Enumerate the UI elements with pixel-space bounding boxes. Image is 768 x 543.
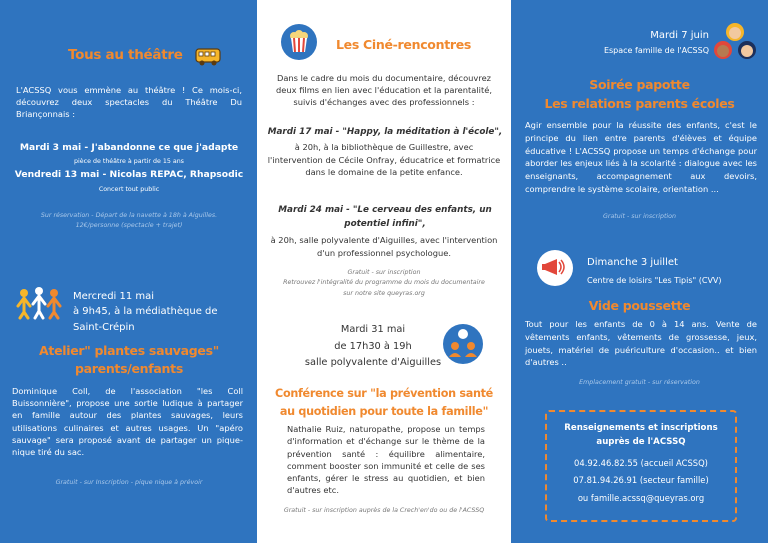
discussion-icon [443,324,483,364]
papotte-title-line2: Les relations parents écoles [544,96,735,111]
cine-film1-body: à 20h, à la bibliothèque de Guillestre, avec l'intervention de Cécile Onfray, éducatrice et formatrice dans le domaine de la petite enfance. [267,142,501,177]
cine-note-line1: Gratuit - sur inscription [347,269,421,276]
cine-note-line2: Retrouvez l'intégralité du programme du mois du documentaire [283,279,485,286]
contact-phone1[interactable]: 04.92.46.82.55 (accueil ACSSQ) [574,458,708,468]
middle-panel [257,0,511,543]
cine-film2-title-line1: Mardi 24 mai - "Le cerveau des enfants, un [278,205,492,215]
theatre-note-line1: Sur réservation - Départ de la navette à 18h à Aiguilles. [40,212,218,219]
atelier-date-line3: Saint-Crépin [73,322,135,333]
theatre-event2-title: Vendredi 13 mai - Nicolas REPAC, Rhapsodic [14,169,244,180]
cine-film1-title: Mardi 17 mai - "Happy, la méditation à l'école", [267,127,503,137]
theatre-event2-sub: Concert tout public [98,186,160,193]
cine-film2-body: à 20h, salle polyvalente d'Aiguilles, avec l'intervention d'un professionnel psychologue. [270,235,498,258]
vide-title: Vide poussette [588,298,691,313]
papotte-body: Agir ensemble pour la réussite des enfants, c'est le principe du lien entre parents d'élèves et équipe éducative ! L'ACSSQ propose un temps d'échange pour aborder les enjeux liés à la scolarité : dialogue avec les enseignants, accompagnement aux devoirs, comprendre le système scolaire, orientation ... [525,120,757,194]
children-faces-icon [713,20,757,64]
popcorn-icon [281,24,317,60]
conference-date-line1: Mardi 31 mai [340,324,406,335]
people-group-icon [16,286,62,320]
conference-note: Gratuit - sur inscription auprès de la Crech'en'do ou de l'ACSSQ [283,507,485,514]
contact-title-line2: auprès de l'ACSSQ [596,437,686,447]
right-panel [511,0,768,543]
conference-title-line2: au quotidien pour toute la famille" [279,405,489,418]
conference-date-line2: de 17h30 à 19h [334,341,412,352]
papotte-date-line2: Espace famille de l'ACSSQ [603,46,709,55]
contact-title-line1: Renseignements et inscriptions [564,423,718,433]
contact-email[interactable]: ou famille.acssq@queyras.org [577,493,705,503]
school-bus-icon [194,44,222,68]
papotte-note: Gratuit - sur inscription [602,213,677,220]
atelier-note: Gratuit - sur Inscription - pique nique à prévoir [55,479,203,486]
atelier-body: Dominique Coll, de l'association "les Coll Buissonnière", propose une sortie ludique à partager en famille autour des plantes sauvages, leurs utilisations culinaires et autres usages. Un "apéro sauvage" sera proposé avant de partager un pique-nique tiré du sac. [12,386,243,458]
contact-phone2[interactable]: 07.81.94.26.91 (secteur famille) [573,475,709,485]
left-panel [0,0,257,543]
vide-body: Tout pour les enfants de 0 à 14 ans. Vente de vêtements enfants, vêtements de grossesse, jeux, jouets, matériel de puériculture d'occasion.. et bien d'autres .. [525,319,757,368]
vide-date-line1: Dimanche 3 juillet [587,257,678,268]
theatre-event1-sub: pièce de théâtre à partir de 15 ans [74,158,184,165]
cine-intro: Dans le cadre du mois du documentaire, découvrez deux films en lien avec l'éducation et la parentalité, suivis d'échanges avec des professionnels : [276,73,492,108]
megaphone-icon [537,250,573,286]
theatre-title: Tous au théâtre [68,47,183,63]
vide-date-line2: Centre de loisirs "Les Tipis" (CVV) [587,276,722,285]
atelier-title-line2: parents/enfants [75,361,183,376]
conference-date-line3: salle polyvalente d'Aiguilles [304,357,442,368]
atelier-date-line2: à 9h45, à la médiathèque de [73,306,218,317]
papotte-date-line1: Mardi 7 juin [650,30,709,41]
papotte-title-line1: Soirée papotte [589,77,690,92]
atelier-date-line1: Mercredi 11 mai [73,291,155,302]
cine-film2-title-line2: potentiel infini", [344,219,426,229]
theatre-note-line2: 12€/personne (spectacle + trajet) [75,222,183,229]
vide-note: Emplacement gratuit - sur réservation [579,379,700,386]
theatre-intro: L'ACSSQ vous emmène au théâtre ! Ce mois-ci, découvrez deux spectacles du Théâtre Du Briançonnais : [16,85,242,119]
cine-title: Les Ciné-rencontres [336,37,472,52]
cine-note-line3: sur notre site queyras.org [343,290,425,297]
atelier-title-line1: Atelier" plantes sauvages" [39,343,219,358]
theatre-event1-title: Mardi 3 mai - J'abandonne ce que j'adapte [19,142,239,153]
conference-title-line1: Conférence sur "la prévention santé [275,387,493,400]
conference-body: Nathalie Ruiz, naturopathe, propose un temps d'information et d'échange sur le thème de la prévention santé : équilibre alimentaire, comment booster son immunité et celle de ses enfants, gérer le stress au quotidien, et bien d'autres etc. [287,424,485,496]
